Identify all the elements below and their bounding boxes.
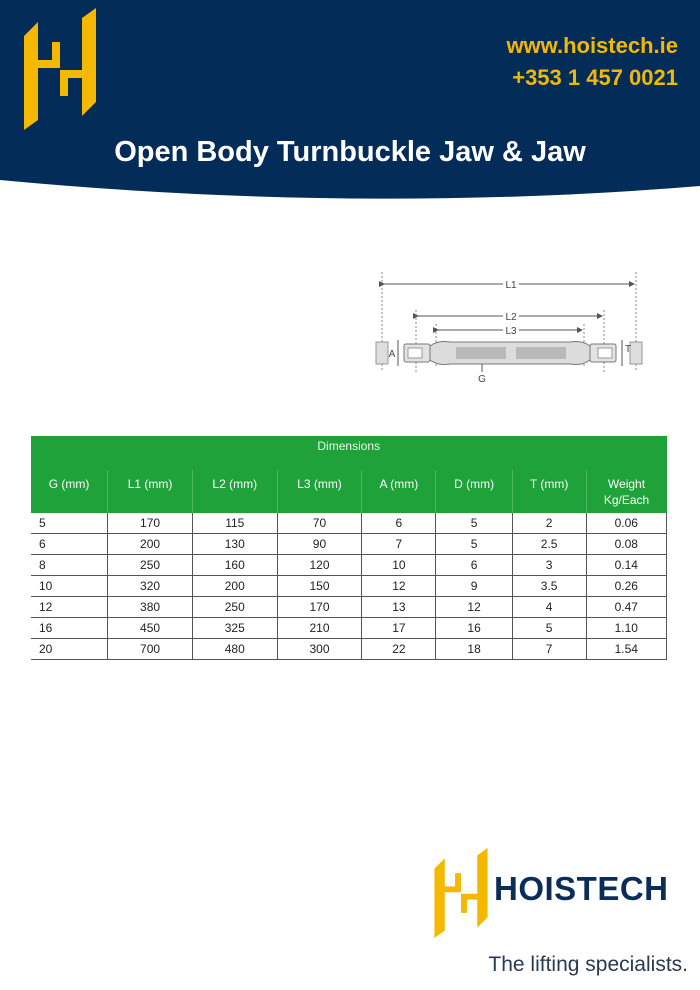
- column-header-t: T (mm): [512, 470, 586, 513]
- table-cell: 5: [436, 534, 512, 555]
- table-cell: 3: [512, 555, 586, 576]
- table-cell: 16: [436, 618, 512, 639]
- table-cell: 8: [31, 555, 108, 576]
- diagram-label-t: T: [624, 344, 632, 355]
- table-cell: 0.08: [586, 534, 667, 555]
- turnbuckle-diagram: [370, 268, 652, 386]
- diagram-label-l2: L2: [505, 312, 517, 323]
- dimensions-table: [31, 436, 667, 660]
- diagram-label-l3: L3: [505, 326, 517, 337]
- table-cell: 90: [277, 534, 362, 555]
- table-row: [31, 555, 667, 576]
- table-cell: 250: [108, 555, 193, 576]
- table-cell: 480: [192, 639, 277, 660]
- table-row: [31, 597, 667, 618]
- page-title: Open Body Turnbuckle Jaw & Jaw: [114, 136, 586, 168]
- diagram-label-g: G: [478, 374, 486, 385]
- table-cell: 13: [362, 597, 436, 618]
- diagram-label-l1: L1: [505, 280, 517, 291]
- table-cell: 0.14: [586, 555, 667, 576]
- table-cell: 22: [362, 639, 436, 660]
- table-cell: 700: [108, 639, 193, 660]
- table-cell: 4: [512, 597, 586, 618]
- table-cell: 1.54: [586, 639, 667, 660]
- table-row: [31, 576, 667, 597]
- table-cell: 9: [436, 576, 512, 597]
- table-row: [31, 639, 667, 660]
- table-cell: 320: [108, 576, 193, 597]
- table-cell: 12: [436, 597, 512, 618]
- column-header-weight: Weight Kg/Each: [586, 470, 667, 513]
- table-cell: 150: [277, 576, 362, 597]
- table-cell: 170: [277, 597, 362, 618]
- table-cell: 20: [31, 639, 108, 660]
- column-header-a: A (mm): [362, 470, 436, 513]
- table-row: [31, 513, 667, 534]
- hoistech-brand-logo-icon: [432, 848, 490, 938]
- table-cell: 120: [277, 555, 362, 576]
- table-cell: 450: [108, 618, 193, 639]
- hoistech-logo-icon: [22, 8, 98, 130]
- table-cell: 2: [512, 513, 586, 534]
- table-cell: 325: [192, 618, 277, 639]
- table-cell: 70: [277, 513, 362, 534]
- table-cell: 7: [512, 639, 586, 660]
- table-cell: 160: [192, 555, 277, 576]
- table-caption: Dimensions: [31, 436, 667, 470]
- table-row: [31, 534, 667, 555]
- table-row: [31, 618, 667, 639]
- table-cell: 10: [31, 576, 108, 597]
- column-header-l1: L1 (mm): [108, 470, 193, 513]
- table-cell: 170: [108, 513, 193, 534]
- table-cell: 0.47: [586, 597, 667, 618]
- brand-tagline: The lifting specialists.: [488, 953, 688, 976]
- table-cell: 10: [362, 555, 436, 576]
- table-cell: 18: [436, 639, 512, 660]
- table-cell: 210: [277, 618, 362, 639]
- table-cell: 0.06: [586, 513, 667, 534]
- table-cell: 115: [192, 513, 277, 534]
- table-cell: 6: [31, 534, 108, 555]
- table-cell: 380: [108, 597, 193, 618]
- phone-number[interactable]: +353 1 457 0021: [512, 65, 678, 90]
- brand-name: HOISTECH: [494, 870, 669, 907]
- diagram-label-a: A: [388, 349, 396, 360]
- table-cell: 200: [192, 576, 277, 597]
- table-cell: 6: [436, 555, 512, 576]
- column-header-l3: L3 (mm): [277, 470, 362, 513]
- table-cell: 17: [362, 618, 436, 639]
- website-link[interactable]: www.hoistech.ie: [506, 33, 678, 58]
- column-header-l2: L2 (mm): [192, 470, 277, 513]
- column-header-d: D (mm): [436, 470, 512, 513]
- table-cell: 200: [108, 534, 193, 555]
- table-cell: 0.26: [586, 576, 667, 597]
- table-cell: 7: [362, 534, 436, 555]
- table-cell: 2.5: [512, 534, 586, 555]
- table-cell: 12: [31, 597, 108, 618]
- table-cell: 130: [192, 534, 277, 555]
- table-cell: 300: [277, 639, 362, 660]
- table-cell: 3.5: [512, 576, 586, 597]
- table-cell: 6: [362, 513, 436, 534]
- column-header-g: G (mm): [31, 470, 108, 513]
- table-cell: 5: [436, 513, 512, 534]
- table-cell: 250: [192, 597, 277, 618]
- header-banner: [0, 0, 700, 200]
- table-cell: 5: [512, 618, 586, 639]
- table-cell: 16: [31, 618, 108, 639]
- table-cell: 5: [31, 513, 108, 534]
- table-cell: 12: [362, 576, 436, 597]
- table-cell: 1.10: [586, 618, 667, 639]
